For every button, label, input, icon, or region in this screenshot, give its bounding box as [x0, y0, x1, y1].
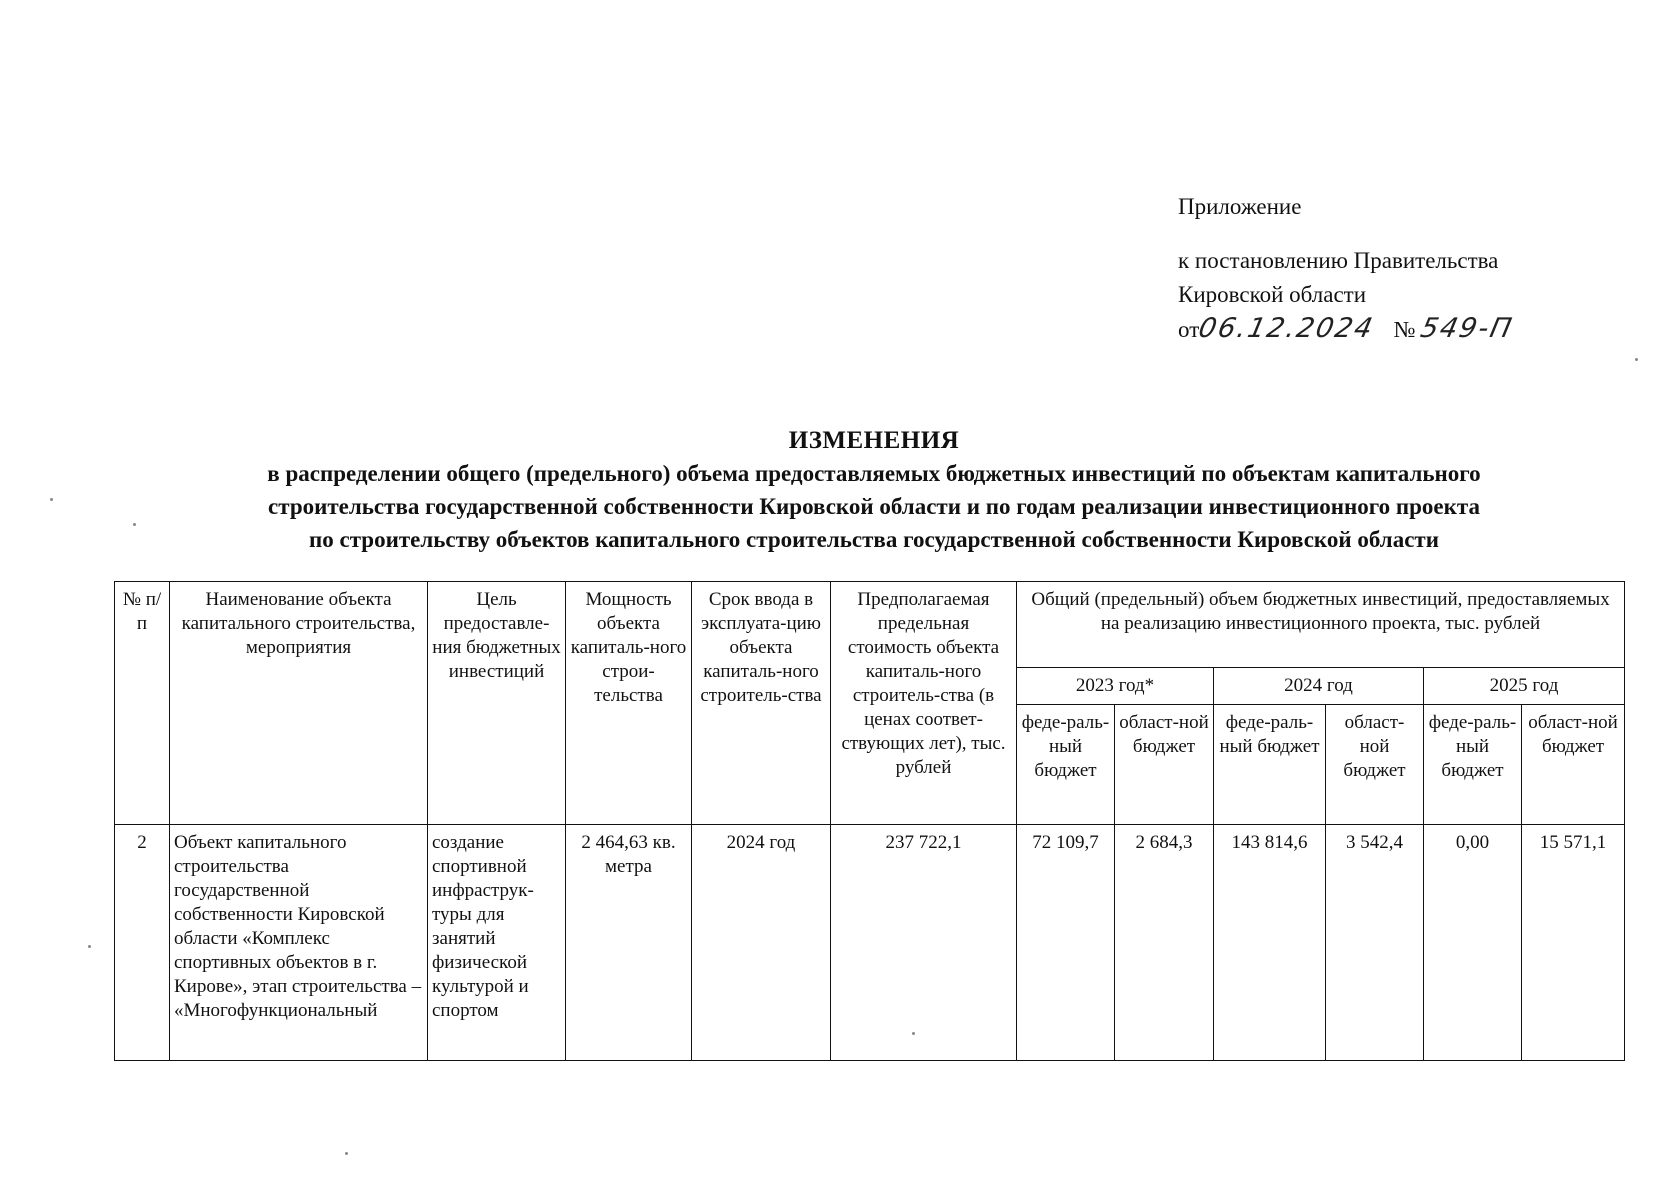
handwritten-date: 06.12.2024 — [1196, 313, 1378, 344]
header-federal-2024: феде-раль-ный бюджет — [1214, 705, 1326, 825]
cell-capacity: 2 464,63 кв. метра — [566, 825, 692, 1061]
header-capacity: Мощность объекта капиталь-ного строи-тельства — [566, 582, 692, 825]
appendix-date-number — [1178, 312, 1658, 347]
document-subtitle-line-1: в распределении общего (предельного) объема предоставляемых бюджетных инвестиций по объектам капитального — [267, 461, 1481, 486]
cell-regional-2023: 2 684,3 — [1115, 825, 1214, 1061]
cell-regional-2024: 3 542,4 — [1326, 825, 1424, 1061]
header-year-2023: 2023 год* — [1017, 668, 1214, 705]
document-title: ИЗМЕНЕНИЯ — [788, 427, 960, 454]
cell-regional-2025: 15 571,1 — [1522, 825, 1625, 1061]
cell-federal-2023: 72 109,7 — [1017, 825, 1115, 1061]
cell-name: Объект капитального строительства государственной собственности Кировской области «Комплекс спортивных объектов в г. Кирове», этап строительства – «Многофункциональный — [170, 825, 428, 1061]
number-prefix: № — [1393, 317, 1416, 342]
cell-num: 2 — [115, 825, 170, 1061]
header-goal: Цель предоставле-ния бюджетных инвестиций — [428, 582, 566, 825]
appendix-line-2: Кировской области — [1178, 282, 1367, 307]
header-num: № п/п — [115, 582, 170, 825]
document-subtitle-line-3: по строительству объектов капитального строительства государственной собственности Кировской области — [309, 527, 1439, 552]
scan-speck — [345, 1152, 348, 1155]
header-regional-2023: област-ной бюджет — [1115, 705, 1214, 825]
appendix-line-1: к постановлению Правительства — [1178, 248, 1499, 273]
header-year-2025: 2025 год — [1424, 668, 1625, 705]
header-regional-2025: област-ной бюджет — [1522, 705, 1625, 825]
scan-speck — [50, 498, 53, 501]
header-regional-2024: област-ной бюджет — [1326, 705, 1424, 825]
cell-term: 2024 год — [692, 825, 831, 1061]
header-year-2024: 2024 год — [1214, 668, 1424, 705]
header-total: Общий (предельный) объем бюджетных инвестиций, предоставляемых на реализацию инвестиционного проекта, тыс. рублей — [1017, 582, 1625, 668]
cell-cost: 237 722,1 — [831, 825, 1017, 1061]
appendix-block — [1178, 190, 1658, 347]
appendix-label: Приложение — [1178, 194, 1302, 219]
header-row-1 — [115, 582, 1625, 668]
document-title-block — [80, 424, 1668, 556]
header-name: Наименование объекта капитального строительства, мероприятия — [170, 582, 428, 825]
header-federal-2023: феде-раль-ный бюджет — [1017, 705, 1115, 825]
header-federal-2025: феде-раль-ный бюджет — [1424, 705, 1522, 825]
scan-speck — [133, 523, 136, 526]
header-term: Срок ввода в эксплуата-цию объекта капиталь-ного строитель-ства — [692, 582, 831, 825]
document-subtitle-line-2: строительства государственной собственности Кировской области и по годам реализации инвестиционного проекта — [268, 494, 1480, 519]
scan-speck — [912, 1032, 915, 1035]
scan-speck — [1635, 358, 1638, 361]
handwritten-number: 549-П — [1418, 313, 1517, 344]
investment-table — [114, 581, 1625, 1061]
table-row — [115, 825, 1625, 1061]
date-prefix: от — [1178, 317, 1200, 342]
scan-speck — [88, 945, 91, 948]
cell-goal: создание спортивной инфраструк-туры для занятий физической культурой и спортом — [428, 825, 566, 1061]
cell-federal-2024: 143 814,6 — [1214, 825, 1326, 1061]
header-cost: Предполагаемая предельная стоимость объекта капиталь-ного строитель-ства (в ценах соответ-ствующих лет), тыс. рублей — [831, 582, 1017, 825]
cell-federal-2025: 0,00 — [1424, 825, 1522, 1061]
